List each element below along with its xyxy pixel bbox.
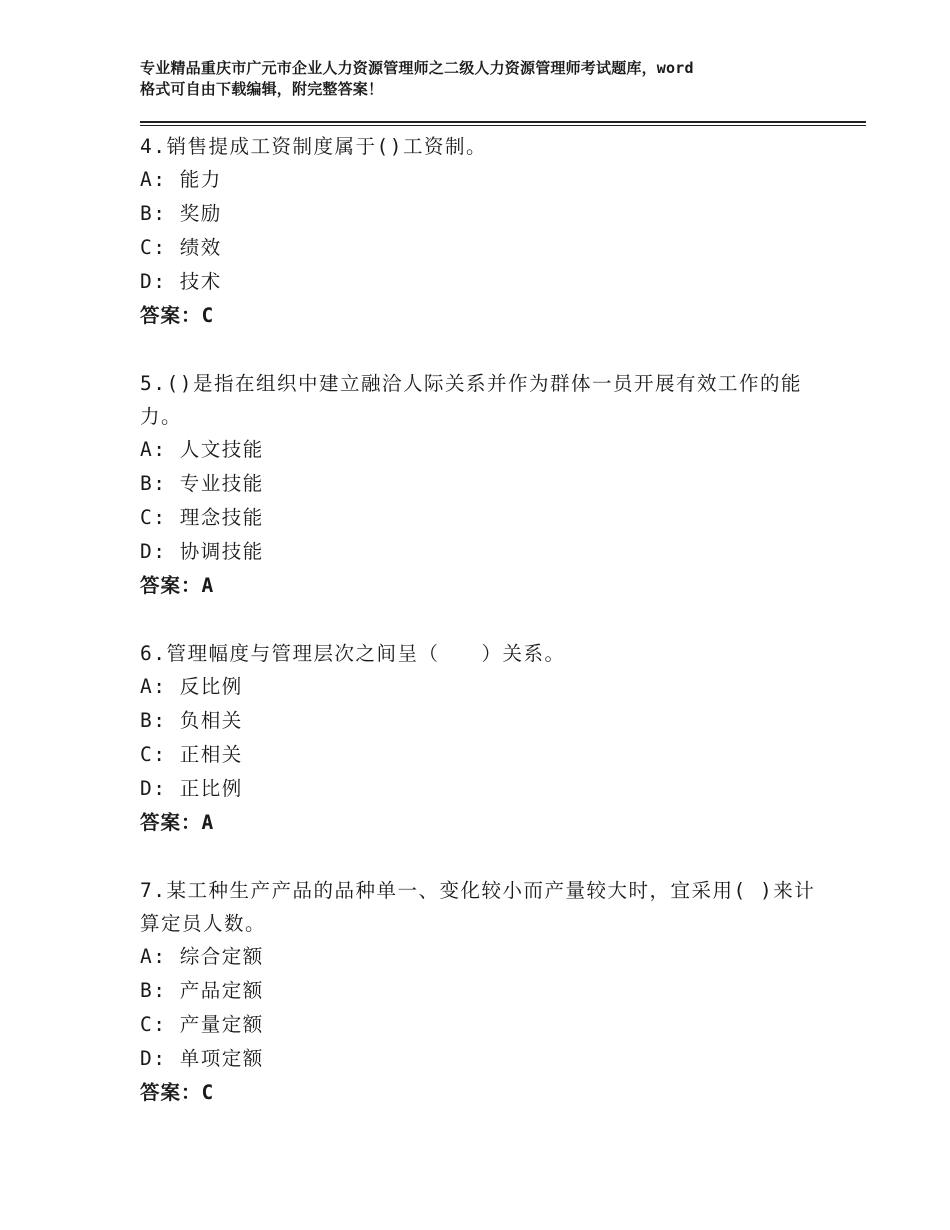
option-a: A: 能力 bbox=[140, 168, 222, 191]
question-7 bbox=[140, 874, 820, 1110]
option-c: C: 理念技能 bbox=[140, 506, 264, 529]
option-c: C: 正相关 bbox=[140, 743, 243, 766]
option-a: A: 人文技能 bbox=[140, 438, 264, 461]
question-5 bbox=[140, 367, 820, 603]
option-c: C: 产量定额 bbox=[140, 1013, 264, 1036]
option-d: D: 协调技能 bbox=[140, 540, 264, 563]
header-line-1: 专业精品重庆市广元市企业人力资源管理师之二级人力资源管理师考试题库，word bbox=[140, 59, 694, 77]
question-list bbox=[140, 130, 820, 1144]
option-b: B: 负相关 bbox=[140, 709, 243, 732]
question-4 bbox=[140, 130, 820, 333]
answer: 答案：C bbox=[140, 1081, 215, 1104]
header-divider bbox=[140, 121, 866, 126]
question-text: 5.()是指在组织中建立融洽人际关系并作为群体一员开展有效工作的能力。 bbox=[140, 372, 802, 428]
question-text: 7.某工种生产产品的品种单一、变化较小而产量较大时，宜采用( )来计算定员人数。 bbox=[140, 879, 816, 935]
document-header bbox=[140, 58, 840, 100]
answer: 答案：C bbox=[140, 304, 215, 327]
option-d: D: 正比例 bbox=[140, 777, 243, 800]
answer: 答案：A bbox=[140, 811, 215, 834]
option-d: D: 单项定额 bbox=[140, 1047, 264, 1070]
option-d: D: 技术 bbox=[140, 270, 222, 293]
option-c: C: 绩效 bbox=[140, 236, 222, 259]
question-text: 6.管理幅度与管理层次之间呈（ ）关系。 bbox=[140, 642, 566, 665]
option-b: B: 产品定额 bbox=[140, 979, 264, 1002]
option-a: A: 反比例 bbox=[140, 675, 243, 698]
option-b: B: 专业技能 bbox=[140, 472, 264, 495]
question-text: 4.销售提成工资制度属于()工资制。 bbox=[140, 135, 487, 158]
option-b: B: 奖励 bbox=[140, 202, 222, 225]
option-a: A: 综合定额 bbox=[140, 945, 264, 968]
question-6 bbox=[140, 637, 820, 840]
header-line-2: 格式可自由下载编辑，附完整答案！ bbox=[140, 80, 384, 98]
answer: 答案：A bbox=[140, 574, 215, 597]
